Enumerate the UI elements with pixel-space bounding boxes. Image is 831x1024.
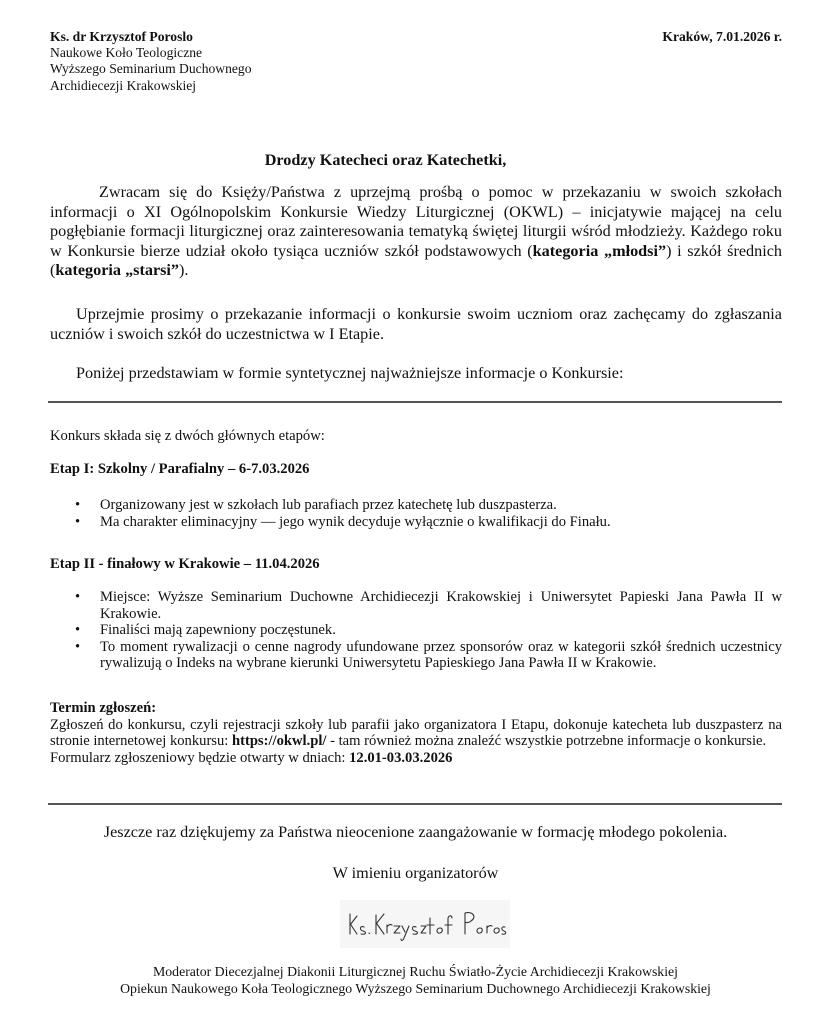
contest-url-link[interactable]: https://okwl.pl/: [231, 733, 327, 750]
list-item: • Ma charakter eliminacyjny — jego wynik decyduje wyłącznie o kwalifikacji do Finału.: [75, 513, 611, 530]
stage-2-title: Etap II - finałowy w Krakowie – 11.04.2026: [50, 556, 320, 572]
on-behalf-line: W imieniu organizatorów: [332, 864, 499, 882]
list-item: • Finaliści mają zapewniony poczęstunek.: [75, 622, 336, 639]
divider: [48, 401, 782, 403]
stage-1-list: [50, 497, 782, 530]
bullet-icon: •: [75, 638, 81, 655]
category-younger: kategoria „młodsi”: [532, 241, 667, 260]
stage-2-list: [50, 589, 782, 672]
bullet-icon: •: [75, 622, 81, 639]
bullet-icon: •: [75, 589, 81, 605]
sender-block: [50, 29, 252, 94]
list-item: • Organizowany jest w szkołach lub parafiach przez katechetę lub duszpasterza.: [75, 497, 557, 513]
form-dates: 12.01-03.03.2026: [349, 749, 453, 766]
signatory-titles: [0, 963, 831, 997]
category-older: kategoria „starsi”: [55, 261, 180, 280]
letter-paragraph-1: Zwracam się do Księży/Państwa z uprzejmą prośbą o pomoc w przekazaniu w swoich szkołach informacji o XI Ogólnopolskim Konkursie Wiedzy Liturgicznej (OKWL) – inicjatywie mającej na celu pogłębianie formacji liturgicznej oraz zainteresowania tematyką świętej liturgii wśród młodzieży. Każdego roku w Konkursie bierze udział około tysiąca uczniów szkół podstawowych (kategoria „młodsi”) i szkół średnich (kategoria „starsi”).: [50, 183, 782, 280]
signatory-title-line: Opiekun Naukowego Koła Teologicznego Wyższego Seminarium Duchownego Archidiecezji Krakowskiej: [120, 981, 711, 996]
bullet-icon: •: [75, 513, 81, 530]
signatory-title-line: Moderator Diecezjalnej Diakonii Liturgicznej Ruchu Światło-Życie Archidiecezji Krakowskiej: [153, 964, 678, 979]
deadline-title: Termin zgłoszeń:: [50, 700, 157, 716]
handwritten-signature-icon: [340, 900, 510, 948]
salutation: Drodzy Katecheci oraz Katechetki,: [264, 151, 507, 169]
sender-line: Naukowe Koło Teologiczne: [50, 45, 203, 61]
list-item: • To moment rywalizacji o cenne nagrody ufundowane przez sponsorów oraz w kategorii szkół średnich uczestnicy rywalizują o Indeks na wybrane kierunki Uniwersytetu Papieskiego Jana Pawła II w Krakowie.: [75, 638, 782, 672]
letter-paragraph-3: Poniżej przedstawiam w formie syntetycznej najważniejsze informacje o Konkursie:: [76, 364, 624, 382]
signature-image: [340, 900, 510, 948]
bullet-icon: •: [75, 497, 81, 513]
sender-name: Ks. dr Krzysztof Poroslo: [50, 29, 193, 44]
divider: [48, 803, 782, 805]
deadline-text: Zgłoszeń do konkursu, czyli rejestracji szkoły lub parafii jako organizatora I Etapu, dokonuje katecheta lub duszpasterz na stronie internetowej konkursu: https://okwl.pl/ - tam również można znaleźć wszystkie potrzebne informacje o konkursie.: [50, 716, 782, 750]
sender-line: Wyższego Seminarium Duchownego: [50, 61, 252, 77]
letter-paragraph-2: Uprzejmie prosimy o przekazanie informacji o konkursie swoim uczniom oraz zachęcamy do zgłaszania uczniów i swoich szkół do uczestnictwa w I Etapie.: [50, 305, 782, 343]
form-dates-line: Formularz zgłoszeniowy będzie otwarty w dniach: 12.01-03.03.2026: [50, 749, 453, 766]
registration-deadline: [50, 700, 782, 766]
stage-1-title: Etap I: Szkolny / Parafialny – 6-7.03.2026: [50, 461, 310, 477]
stages-intro: Konkurs składa się z dwóch głównych etapów:: [50, 428, 325, 444]
thanks-line: Jeszcze raz dziękujemy za Państwa nieocenione zaangażowanie w formację młodego pokolenia.: [103, 823, 728, 841]
list-item: • Miejsce: Wyższe Seminarium Duchowne Archidiecezji Krakowskiej i Uniwersytet Papieski Jana Pawła II w Krakowie.: [75, 589, 782, 622]
sender-line: Archidiecezji Krakowskiej: [50, 77, 197, 93]
place-date: Kraków, 7.01.2026 r.: [662, 29, 782, 44]
